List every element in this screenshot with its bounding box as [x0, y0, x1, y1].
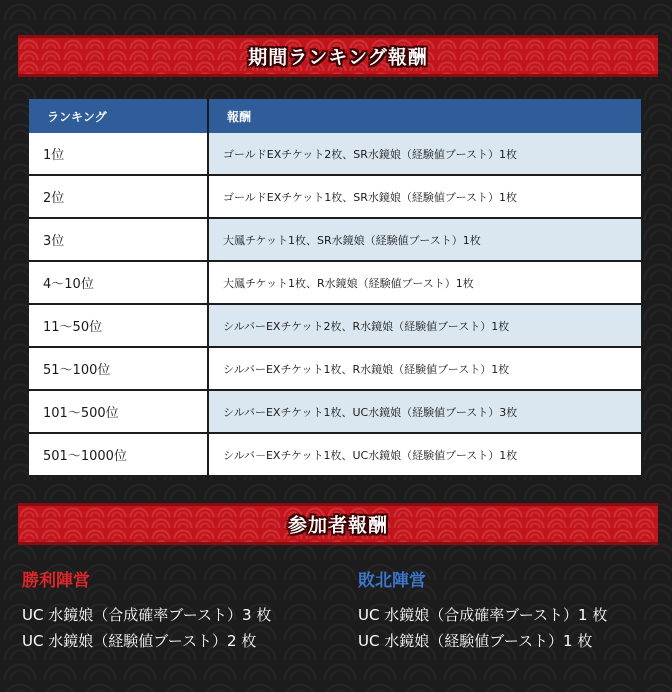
header-reward: 報酬 [208, 99, 641, 133]
losing-reward-line: UC 水鏡娘（合成確率ブースト）1 枚 [358, 606, 608, 624]
rank-cell: 2位 [29, 175, 208, 218]
table-row [29, 261, 641, 304]
losing-faction-title: 敗北陣営 [358, 571, 426, 591]
table-row [29, 390, 641, 433]
reward-cell: シルバーEXチケット1枚、UC水鏡娘（経験値ブースト）3枚 [208, 390, 641, 433]
reward-cell: シルバーEXチケット2枚、R水鏡娘（経験値ブースト）1枚 [208, 304, 641, 347]
table-header-row [29, 99, 641, 133]
rank-cell: 51～100位 [29, 347, 208, 390]
ranking-reward-title: 期間ランキング報酬 [248, 46, 428, 69]
rank-cell: 501～1000位 [29, 433, 208, 476]
participant-reward-title: 参加者報酬 [287, 514, 389, 537]
ranking-reward-banner [18, 35, 658, 77]
ranking-reward-table [29, 99, 641, 477]
header-ranking: ランキング [29, 99, 208, 133]
rank-cell: 4～10位 [29, 261, 208, 304]
table-row [29, 433, 641, 476]
table-row [29, 133, 641, 175]
table-row [29, 175, 641, 218]
winning-reward-line: UC 水鏡娘（合成確率ブースト）3 枚 [22, 606, 272, 624]
table-row [29, 218, 641, 261]
reward-cell: 大鳳チケット1枚、SR水鏡娘（経験値ブースト）1枚 [208, 218, 641, 261]
table-row [29, 304, 641, 347]
reward-cell: 大鳳チケット1枚、R水鏡娘（経験値ブースト）1枚 [208, 261, 641, 304]
losing-reward-line: UC 水鏡娘（経験値ブースト）1 枚 [358, 632, 593, 650]
reward-cell: ゴールドEXチケット1枚、SR水鏡娘（経験値ブースト）1枚 [208, 175, 641, 218]
reward-cell: ゴールドEXチケット2枚、SR水鏡娘（経験値ブースト）1枚 [208, 133, 641, 175]
winning-faction-title: 勝利陣営 [22, 571, 90, 591]
rank-cell: 3位 [29, 218, 208, 261]
rank-cell: 11～50位 [29, 304, 208, 347]
winning-reward-line: UC 水鏡娘（経験値ブースト）2 枚 [22, 632, 257, 650]
participant-reward-banner [18, 503, 658, 545]
reward-cell: シルバ－EXチケット1枚、UC水鏡娘（経験値ブースト）1枚 [208, 433, 641, 476]
reward-cell: シルバーEXチケット1枚、R水鏡娘（経験値ブースト）1枚 [208, 347, 641, 390]
table-row [29, 347, 641, 390]
rank-cell: 101～500位 [29, 390, 208, 433]
rank-cell: 1位 [29, 133, 208, 175]
